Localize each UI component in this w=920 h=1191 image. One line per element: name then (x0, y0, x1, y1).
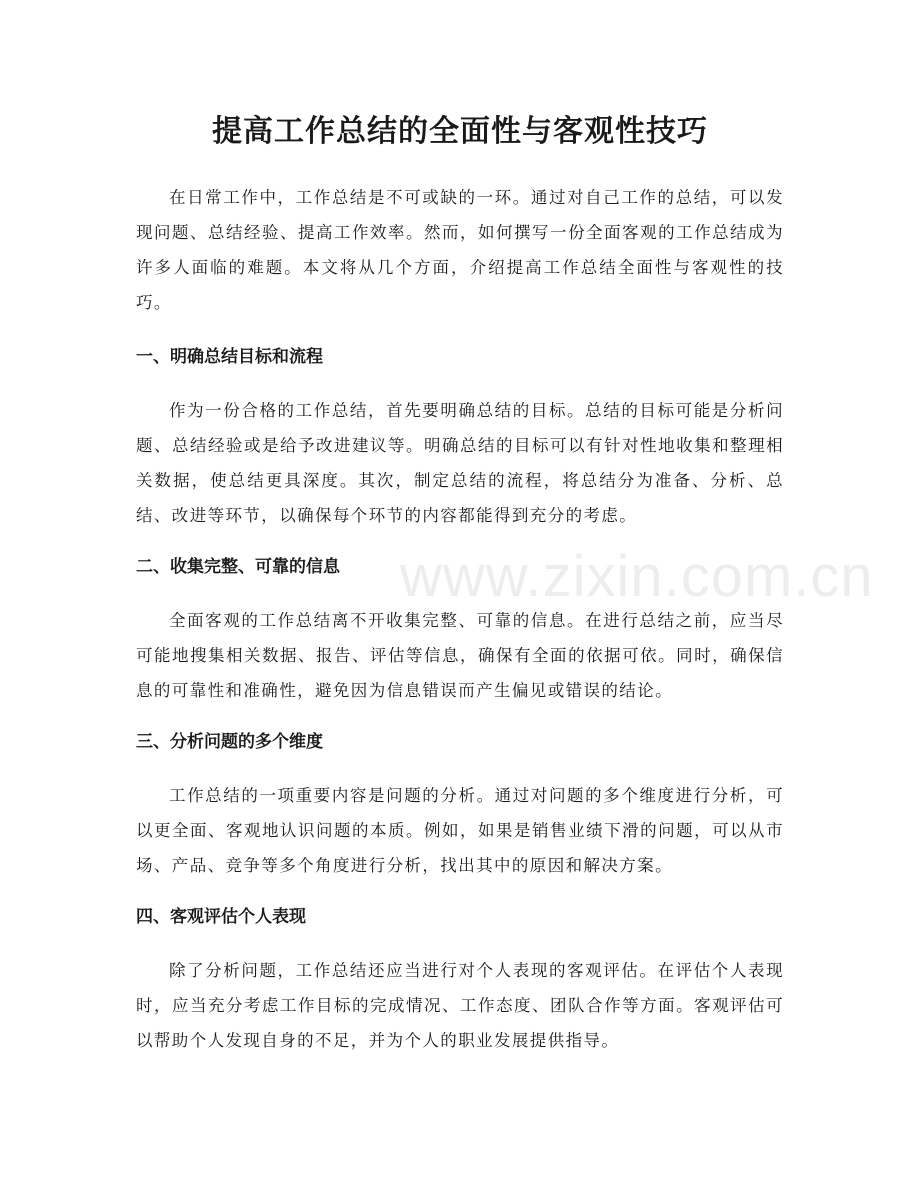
section-heading-4: 四、客观评估个人表现 (136, 907, 306, 927)
section-paragraph-4: 除了分析问题，工作总结还应当进行对个人表现的客观评估。在评估个人表现时，应当充分考虑工作目标的完成情况、工作态度、团队合作等方面。客观评估可以帮助个人发现自身的不足，并为个人的职业发展提供指导。 (136, 961, 784, 1050)
watermark: www.zixin.com.cn (400, 544, 874, 609)
document-title: 提高工作总结的全面性与客观性技巧 (212, 114, 708, 149)
section-paragraph-3: 工作总结的一项重要内容是问题的分析。通过对问题的多个维度进行分析，可以更全面、客观地认识问题的本质。例如，如果是销售业绩下滑的问题，可以从市场、产品、竞争等多个角度进行分析，找出其中的原因和解决方案。 (136, 786, 784, 875)
document-body (136, 180, 784, 1058)
intro-paragraph: 在日常工作中，工作总结是不可或缺的一环。通过对自己工作的总结，可以发现问题、总结经验、提高工作效率。然而，如何撰写一份全面客观的工作总结成为许多人面临的难题。本文将从几个方面，介绍提高工作总结全面性与客观性的技巧。 (136, 188, 784, 312)
section-heading-3: 三、分析问题的多个维度 (136, 732, 323, 752)
section-paragraph-1: 作为一份合格的工作总结，首先要明确总结的目标。总结的目标可能是分析问题、总结经验或是给予改进建议等。明确总结的目标可以有针对性地收集和整理相关数据，使总结更具深度。其次，制定总结的流程，将总结分为准备、分析、总结、改进等环节，以确保每个环节的内容都能得到充分的考虑。 (136, 401, 784, 525)
section-heading-2: 二、收集完整、可靠的信息 (136, 557, 340, 577)
section-paragraph-2: 全面客观的工作总结离不开收集完整、可靠的信息。在进行总结之前，应当尽可能地搜集相关数据、报告、评估等信息，确保有全面的依据可依。同时，确保信息的可靠性和准确性，避免因为信息错误而产生偏见或错误的结论。 (136, 611, 784, 700)
section-heading-1: 一、明确总结目标和流程 (136, 347, 323, 367)
